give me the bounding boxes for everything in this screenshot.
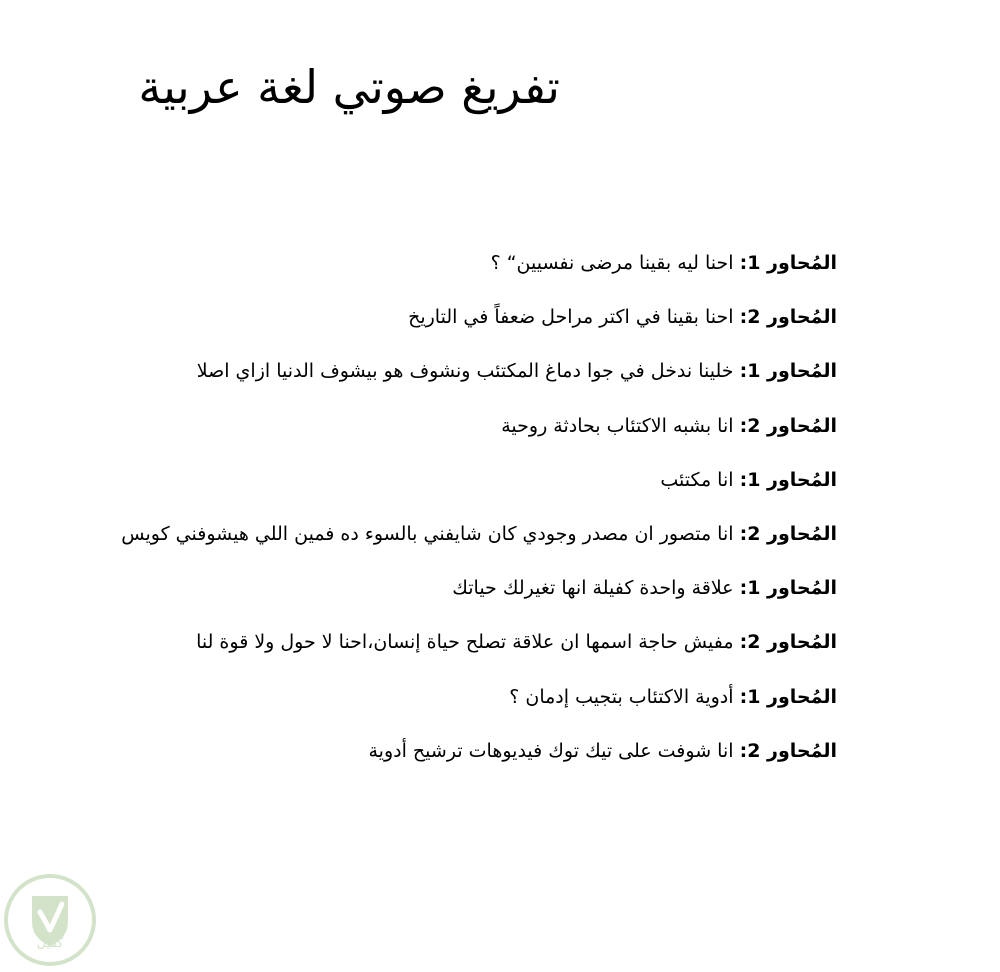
speaker-label: المُحاور 1:: [739, 685, 837, 708]
speaker-label: المُحاور 2:: [739, 739, 837, 762]
speaker-label: المُحاور 1:: [739, 360, 837, 383]
transcript-line: [137, 244, 837, 298]
utterance-text: انا شوفت على تيك توك فيديوهات ترشيح أدوية: [368, 739, 734, 762]
page-title: تفريغ صوتي لغة عربية: [138, 60, 560, 114]
speaker-label: المُحاور 2:: [739, 414, 837, 437]
utterance-text: انا متصور ان مصدر وجودي كان شايفني بالسوء ده فمين اللي هيشوفني كويس: [121, 522, 734, 545]
transcript-line: [137, 732, 837, 786]
transcript-line: [137, 461, 837, 515]
utterance-text: انا بشبه الاكتئاب بحادثة روحية: [501, 414, 734, 437]
transcript-line: [137, 352, 837, 406]
speaker-label: المُحاور 2:: [739, 522, 837, 545]
transcript-line: [137, 298, 837, 352]
speaker-label: المُحاور 1:: [739, 468, 837, 491]
kafeel-logo: [2, 872, 98, 968]
utterance-text: مفيش حاجة اسمها ان علاقة تصلح حياة إنسان،احنا لا حول ولا قوة لنا: [196, 631, 734, 654]
transcript-line: [137, 569, 837, 623]
speaker-label: المُحاور 2:: [739, 631, 837, 654]
utterance-text: خلينا ندخل في جوا دماغ المكتئب ونشوف هو بيشوف الدنيا ازاي اصلا: [196, 360, 734, 383]
speaker-label: المُحاور 2:: [739, 306, 837, 329]
transcript-line: [137, 623, 837, 677]
speaker-label: المُحاور 1:: [739, 577, 837, 600]
speaker-label: المُحاور 1:: [739, 252, 837, 274]
transcript-line: [137, 678, 837, 732]
logo-text: كفيل: [36, 936, 64, 951]
transcript-line: [137, 407, 837, 461]
utterance-text: احنا ليه بقينا مرضى نفسيين“ ؟: [490, 252, 734, 274]
transcript-line: [121, 515, 837, 569]
shield-check-icon: [2, 872, 98, 968]
utterance-text: احنا بقينا في اكتر مراحل ضعفاً في التاريخ: [408, 306, 734, 329]
transcript-list: [121, 244, 837, 786]
utterance-text: انا مكتئب: [660, 468, 734, 491]
utterance-text: علاقة واحدة كفيلة انها تغيرلك حياتك: [452, 577, 734, 600]
utterance-text: أدوية الاكتئاب بتجيب إدمان ؟: [509, 685, 734, 708]
